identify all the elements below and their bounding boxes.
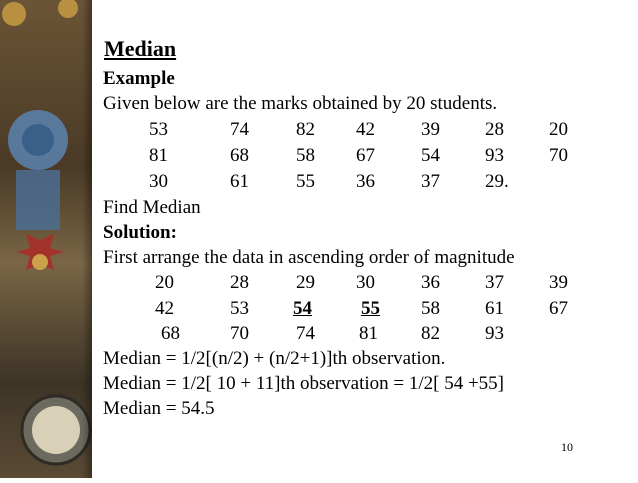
sorted-cell: 29 bbox=[296, 272, 315, 293]
raw-cell: 20 bbox=[549, 119, 568, 140]
raw-cell: 70 bbox=[549, 145, 568, 166]
sorted-data-row bbox=[0, 272, 638, 296]
solution-heading: Solution: bbox=[103, 222, 177, 243]
raw-cell: 82 bbox=[296, 119, 315, 140]
raw-cell: 54 bbox=[421, 145, 440, 166]
sorted-cell: 42 bbox=[155, 298, 174, 319]
raw-cell: 37 bbox=[421, 171, 440, 192]
raw-cell: 67 bbox=[356, 145, 375, 166]
sorted-cell: 28 bbox=[230, 272, 249, 293]
sorted-cell: 74 bbox=[296, 323, 315, 344]
raw-data-row bbox=[0, 145, 638, 169]
slide-title: Median bbox=[104, 36, 177, 61]
sorted-cell: 67 bbox=[549, 298, 568, 319]
raw-cell: 68 bbox=[230, 145, 249, 166]
sorted-cell: 58 bbox=[421, 298, 440, 319]
raw-cell: 36 bbox=[356, 171, 375, 192]
median-calculation: Median = 1/2[ 10 + 11]th observation = 1/2[ 54 +55] bbox=[103, 373, 504, 394]
decorative-ornament-icon bbox=[0, 0, 92, 478]
sorted-cell: 20 bbox=[155, 272, 174, 293]
raw-data-row bbox=[0, 119, 638, 143]
example-heading: Example bbox=[103, 68, 175, 89]
sorted-cell: 81 bbox=[359, 323, 378, 344]
sorted-cell: 53 bbox=[230, 298, 249, 319]
raw-cell: 55 bbox=[296, 171, 315, 192]
sorted-cell: 68 bbox=[161, 323, 180, 344]
raw-cell: 74 bbox=[230, 119, 249, 140]
median-value-cell: 55 bbox=[361, 298, 380, 319]
intro-text: Given below are the marks obtained by 20 students. bbox=[103, 93, 498, 114]
sorted-cell: 70 bbox=[230, 323, 249, 344]
arrange-text: First arrange the data in ascending order of magnitude bbox=[103, 247, 515, 268]
sorted-data-row bbox=[0, 323, 638, 347]
raw-cell: 28 bbox=[485, 119, 504, 140]
raw-cell: 53 bbox=[149, 119, 168, 140]
sorted-cell: 61 bbox=[485, 298, 504, 319]
sorted-cell: 82 bbox=[421, 323, 440, 344]
raw-cell: 58 bbox=[296, 145, 315, 166]
sorted-cell: 39 bbox=[549, 272, 568, 293]
sorted-cell: 37 bbox=[485, 272, 504, 293]
raw-data-row bbox=[0, 171, 638, 195]
raw-cell: 81 bbox=[149, 145, 168, 166]
decorative-side-panel bbox=[0, 0, 92, 478]
raw-cell: 42 bbox=[356, 119, 375, 140]
raw-cell: 93 bbox=[485, 145, 504, 166]
sorted-cell: 36 bbox=[421, 272, 440, 293]
raw-cell: 30 bbox=[149, 171, 168, 192]
raw-cell: 61 bbox=[230, 171, 249, 192]
median-result: Median = 54.5 bbox=[103, 398, 215, 419]
median-formula: Median = 1/2[(n/2) + (n/2+1)]th observation. bbox=[103, 348, 446, 369]
raw-cell: 39 bbox=[421, 119, 440, 140]
raw-cell: 29. bbox=[485, 171, 509, 192]
find-median-text: Find Median bbox=[103, 197, 201, 218]
median-value-cell: 54 bbox=[293, 298, 312, 319]
sorted-cell: 93 bbox=[485, 323, 504, 344]
page-number: 10 bbox=[561, 440, 573, 454]
sorted-cell: 30 bbox=[356, 272, 375, 293]
sorted-data-row bbox=[0, 298, 638, 322]
